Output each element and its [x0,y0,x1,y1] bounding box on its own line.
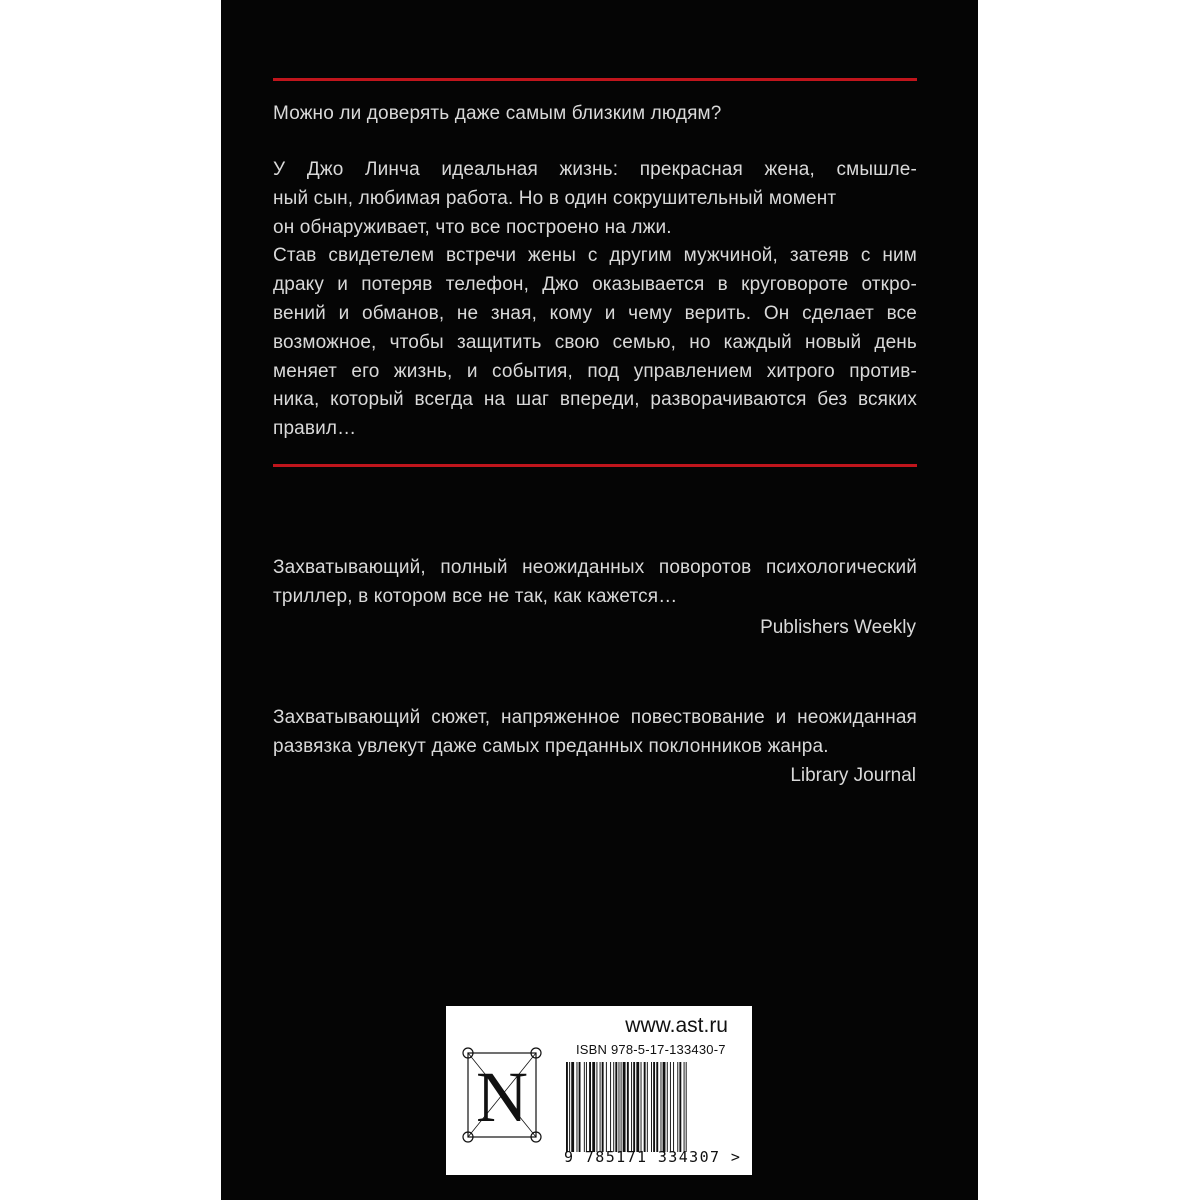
description-line: У Джо Линча идеальная жизнь: прекрасная жена, смышле- [273,159,917,180]
description-line: драку и потеряв телефон, Джо оказывается в круговороте откро- [273,274,917,296]
description-line: возможное, чтобы защитить свою семью, но каждый новый день [273,331,917,353]
quote-line: Захватывающий сюжет, напряженное повествование и неожиданная [273,707,917,728]
publisher-url: www.ast.ru [625,1014,728,1037]
description-line: он обнаруживает, что все построено на лжи. [273,216,672,238]
review-quote [273,704,917,762]
barcode-panel [446,1006,752,1175]
review-quote [273,554,917,612]
barcode-icon [566,1062,732,1152]
review-source: Library Journal [790,765,916,786]
description-line: Став свидетелем встречи жены с другим мужчиной, затеяв с ним [273,245,917,267]
isbn-label: ISBN 978-5-17-133430-7 [576,1042,726,1057]
top-red-rule [273,78,917,81]
description-line: правил… [273,418,357,440]
description-line: меняет его жизнь, и события, под управлением хитрого против- [273,360,917,382]
description-line: ника, который всегда на шаг впереди, разворачиваются без всяких [273,389,917,411]
bottom-red-rule [273,464,917,467]
ean-digits: 9 785171 334307 > [564,1148,742,1166]
quote-line: триллер, в котором все не так, как кажется… [273,585,678,607]
description [273,156,917,444]
logo-letter: N [476,1057,528,1137]
review-source: Publishers Weekly [760,617,916,638]
question-heading: Можно ли доверять даже самым близким людям? [273,103,722,124]
publisher-logo-icon [462,1045,542,1145]
quote-line: Захватывающий, полный неожиданных поворотов психологический [273,557,917,578]
quote-line: развязка увлекут даже самых преданных поклонников жанра. [273,735,829,757]
description-line: ный сын, любимая работа. Но в один сокрушительный момент [273,187,837,209]
description-line: вений и обманов, не зная, кому и чему верить. Он сделает все [273,302,917,324]
